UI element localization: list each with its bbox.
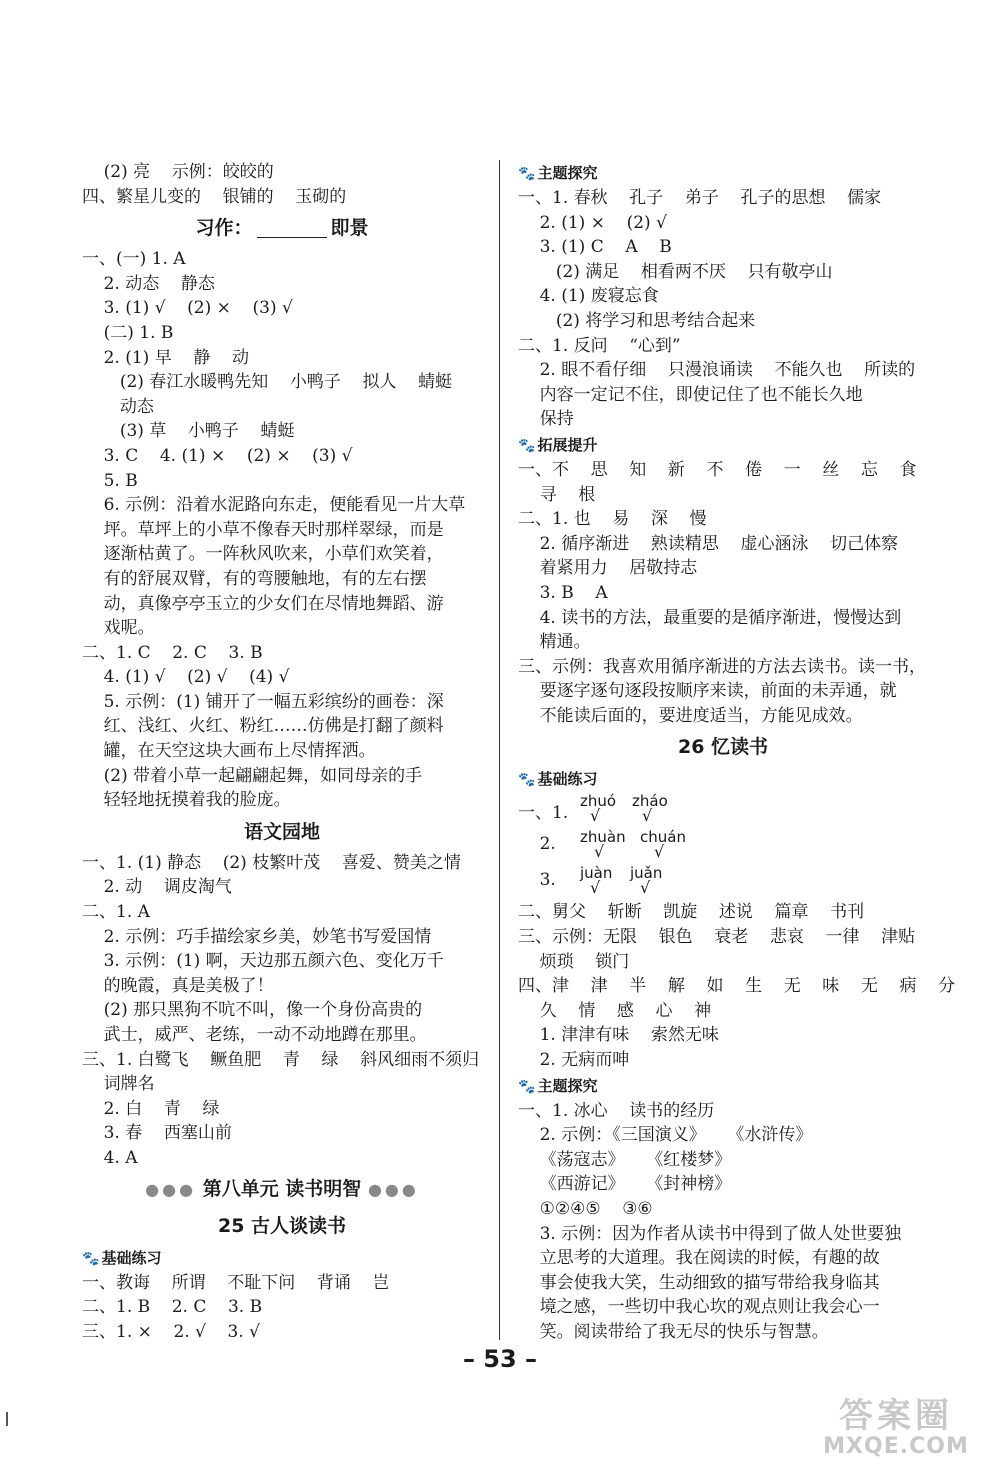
lesson-title: 25 古人谈读书 [217,1214,347,1237]
text-line: 二、1. 反问 “心到” [518,335,681,356]
section-label-text: 主题探究 [537,164,598,182]
text-line: 动，真像亭亭玉立的少女们在尽情地舞蹈、游 [82,593,444,614]
lesson-title: 26 忆读书 [677,736,769,759]
section-label-theme [518,1073,928,1099]
check-mark: √ [654,842,665,862]
text-line: 寻 根 [518,484,596,505]
fill-blank-line [257,219,327,238]
text-line: 立思考的大道理。我在阅读的时候，有趣的故 [518,1248,880,1269]
text-line: (2) 带着小草一起翩翩起舞，如同母亲的手 [82,765,423,786]
pinyin-item [518,828,928,864]
text-line: 保持 [518,409,574,430]
text-line: 四、津 津 半 解 如 生 无 味 无 病 分 [518,976,956,997]
text-line: 2. 示例：巧手描绘家乡美，妙笔书写爱国情 [82,926,432,947]
text-line: 一、1. 春秋 孔子 弟子 孔子的思想 儒家 [518,188,882,208]
column-divider [499,160,500,1340]
text-line: 三、1. × 2. √ 3. √ [82,1321,261,1342]
text-line: 4. (1) 废寝忘食 [518,286,659,307]
text-line: 戏呢。 [82,618,155,639]
paw-icon: 🐾 [518,1078,536,1095]
text-line: 动态 [82,396,154,417]
text-line: 红、浅红、火红、粉红……仿佛是打翻了颜料 [82,716,444,737]
text-line: 的晚霞，真是美极了！ [82,975,274,996]
text-line: (二) 1. B [82,322,174,343]
text-line: 一、教诲 所谓 不耻下问 背诵 岂 [82,1272,390,1293]
text-line: (2) 将学习和思考结合起来 [518,310,756,331]
text-line: 武士，威严、老练，一动不动地蹲在那里。 [82,1025,427,1045]
text-line: 三、示例：无限 银色 衰老 悲哀 一律 津贴 [518,927,916,948]
check-mark: √ [590,806,601,826]
text-line: 词牌名 [82,1074,155,1095]
text-line: 2. 眼不看仔细 只漫浪诵读 不能久也 所读的 [518,360,916,381]
section-label-text: 基础练习 [101,1248,162,1267]
watermark-text: 答案圈 [839,1396,953,1436]
item-number: 一、1. [518,803,569,824]
heading-suffix: 即景 [330,217,369,240]
text-line: 2. 循序渐进 熟读精思 虚心涵泳 切己体察 [518,533,899,554]
text-line: 二、舅父 斩断 凯旋 述说 篇章 书刊 [518,902,865,923]
text-line: 久 情 感 心 神 [518,1000,712,1021]
text-line: 《荡寇志》 《红楼梦》 [518,1149,732,1170]
text-line: 2. (1) × (2) √ [518,212,667,233]
text-line: 6. 示例：沿着水泥路向东走，便能看见一片大草 [82,495,466,516]
text-line: (2) 春江水暖鸭先知 小鸭子 拟人 蜻蜓 [82,372,453,393]
page-number: – 53 – [462,1345,538,1373]
text-line: 2. 动态 静态 [82,273,215,294]
text-line: 事会使我大笑，生动细致的描写带给我身临其 [518,1272,880,1293]
text-line: 3. B A [518,582,608,603]
text-line: 坪。草坪上的小草不像春天时那样翠绿，而是 [82,519,444,540]
section-label-basic [518,766,928,792]
paw-icon: 🐾 [518,772,536,789]
text-line: 有的舒展双臂，有的弯腰触地，有的左右摆 [82,568,427,589]
heading-prefix: 习作： [195,217,253,240]
text-line: 三、示例：我喜欢用循序渐进的方法去读书。读一书， [518,656,926,677]
text-line: 4. (1) √ (2) √ (4) √ [82,667,290,688]
pinyin-option: zhuó [580,792,617,811]
section-heading-composition [82,209,482,247]
pinyin-item [518,864,928,900]
text-line: 3. 示例：因为作者从读书中得到了做人处世要独 [518,1223,902,1244]
text-line: 一、1. 冰心 读书的经历 [518,1100,715,1121]
pinyin-option: zhuàn [580,828,626,847]
text-line: 3. C 4. (1) × (2) × (3) √ [82,445,353,466]
watermark-url: MXQE.COM [823,1434,969,1460]
left-column [82,160,482,1344]
text-line: 2. 无病而呻 [518,1050,630,1071]
text-line: 2. 白 青 绿 [82,1098,220,1119]
unit-title [82,1171,482,1207]
decorative-dots: ●●● [367,1179,419,1199]
text-line: 三、1. 白鹭飞 鳜鱼肥 青 绿 斜风细雨不须归 [82,1049,480,1070]
pinyin-item [518,792,928,828]
item-number: 2. [518,834,556,855]
check-mark: √ [590,878,601,898]
text-line: 5. 示例：(1) 铺开了一幅五彩缤纷的画卷：深 [82,691,444,712]
text-line: 二、1. A [82,902,150,923]
check-mark: √ [640,878,651,898]
section-label-theme [518,160,928,186]
text-line: (2) 亮 示例：皎皎的 [82,162,274,182]
text-line: 要逐字逐句逐段按顺序来读，前面的未弄通，就 [518,681,897,702]
site-watermark-logo [806,1398,986,1460]
text-line: ①②④⑤ ③⑥ [518,1199,653,1219]
text-line: 烦琐 锁门 [518,951,630,972]
text-line: 精通。 [518,632,591,653]
text-line: (3) 草 小鸭子 蜻蜓 [82,421,295,442]
text-line: (2) 满足 相看两不厌 只有敬亭山 [518,261,833,282]
unit-title-text: 第八单元 读书明智 [202,1177,362,1200]
text-line: 内容一定记不住，即使记住了也不能长久地 [518,384,863,405]
text-line: 二、1. B 2. C 3. B [82,1297,263,1318]
text-line: 5. B [82,470,138,491]
paw-icon: 🐾 [518,437,536,454]
text-line: 3. (1) √ (2) × (3) √ [82,298,293,319]
item-number: 3. [518,870,556,891]
text-line: (2) 那只黑狗不吭不叫，像一个身份高贵的 [82,1000,423,1021]
text-line: 不能读后面的，要进度适当，方能见成效。 [518,705,863,726]
text-line: 《西游记》 《封神榜》 [518,1174,732,1195]
text-line: 3. (1) C A B [518,237,672,258]
paw-icon: 🐾 [82,1250,100,1267]
text-line: 笑。阅读带给了我无尽的快乐与智慧。 [518,1321,829,1342]
text-line: 境之感，一些切中我心坎的观点则让我会心一 [518,1297,880,1318]
text-line: 一、1. (1) 静态 (2) 枝繁叶茂 喜爱、赞美之情 [82,852,461,873]
decorative-dots: ●●● [145,1179,197,1199]
text-line: 2. 示例：《三国演义》 《水浒传》 [518,1125,813,1146]
section-label-text: 基础练习 [537,770,598,789]
text-line: 轻轻地抚摸着我的脸庞。 [82,790,291,811]
section-label-expand [518,432,928,458]
text-line: 2. 动 调皮淘气 [82,877,232,898]
paw-icon: 🐾 [518,166,536,182]
text-line: 着紧用力 居敬持志 [518,558,698,579]
section-label-text: 拓展提升 [537,435,598,454]
right-column [518,160,956,1345]
check-mark: √ [594,842,605,862]
text-line: 一、(一) 1. A [82,249,186,270]
text-line: 3. 春 西塞山前 [82,1123,232,1144]
text-line: 二、1. 也 易 深 慢 [518,509,707,530]
pinyin-option: chuán [640,828,686,847]
text-line: 罐，在天空这块大画布上尽情挥洒。 [82,741,376,762]
text-line: 3. 示例：(1) 啊，天边那五颜六色、变化万千 [82,951,444,972]
text-line: 二、1. C 2. C 3. B [82,642,263,663]
text-line: 四、繁星儿变的 银铺的 玉砌的 [82,186,347,207]
text-line: 逐渐枯黄了。一阵秋风吹来，小草们欢笑着， [82,544,444,565]
section-label-text: 主题探究 [537,1076,598,1095]
pinyin-option: juǎn [630,864,663,883]
section-heading-chinese-garden: 语文园地 [243,820,320,843]
corner-mark [6,1412,8,1426]
pinyin-option: zháo [632,792,668,811]
text-line: 4. A [82,1147,138,1168]
text-line: 2. (1) 早 静 动 [82,347,249,368]
check-mark: √ [642,806,653,826]
text-line: 1. 津津有味 索然无味 [518,1025,719,1046]
section-label-basic [82,1245,482,1271]
text-line: 4. 读书的方法，最重要的是循序渐进，慢慢达到 [518,607,902,628]
pinyin-option: juàn [580,864,613,883]
text-line: 一、不 思 知 新 不 倦 一 丝 忘 食 [518,459,917,480]
